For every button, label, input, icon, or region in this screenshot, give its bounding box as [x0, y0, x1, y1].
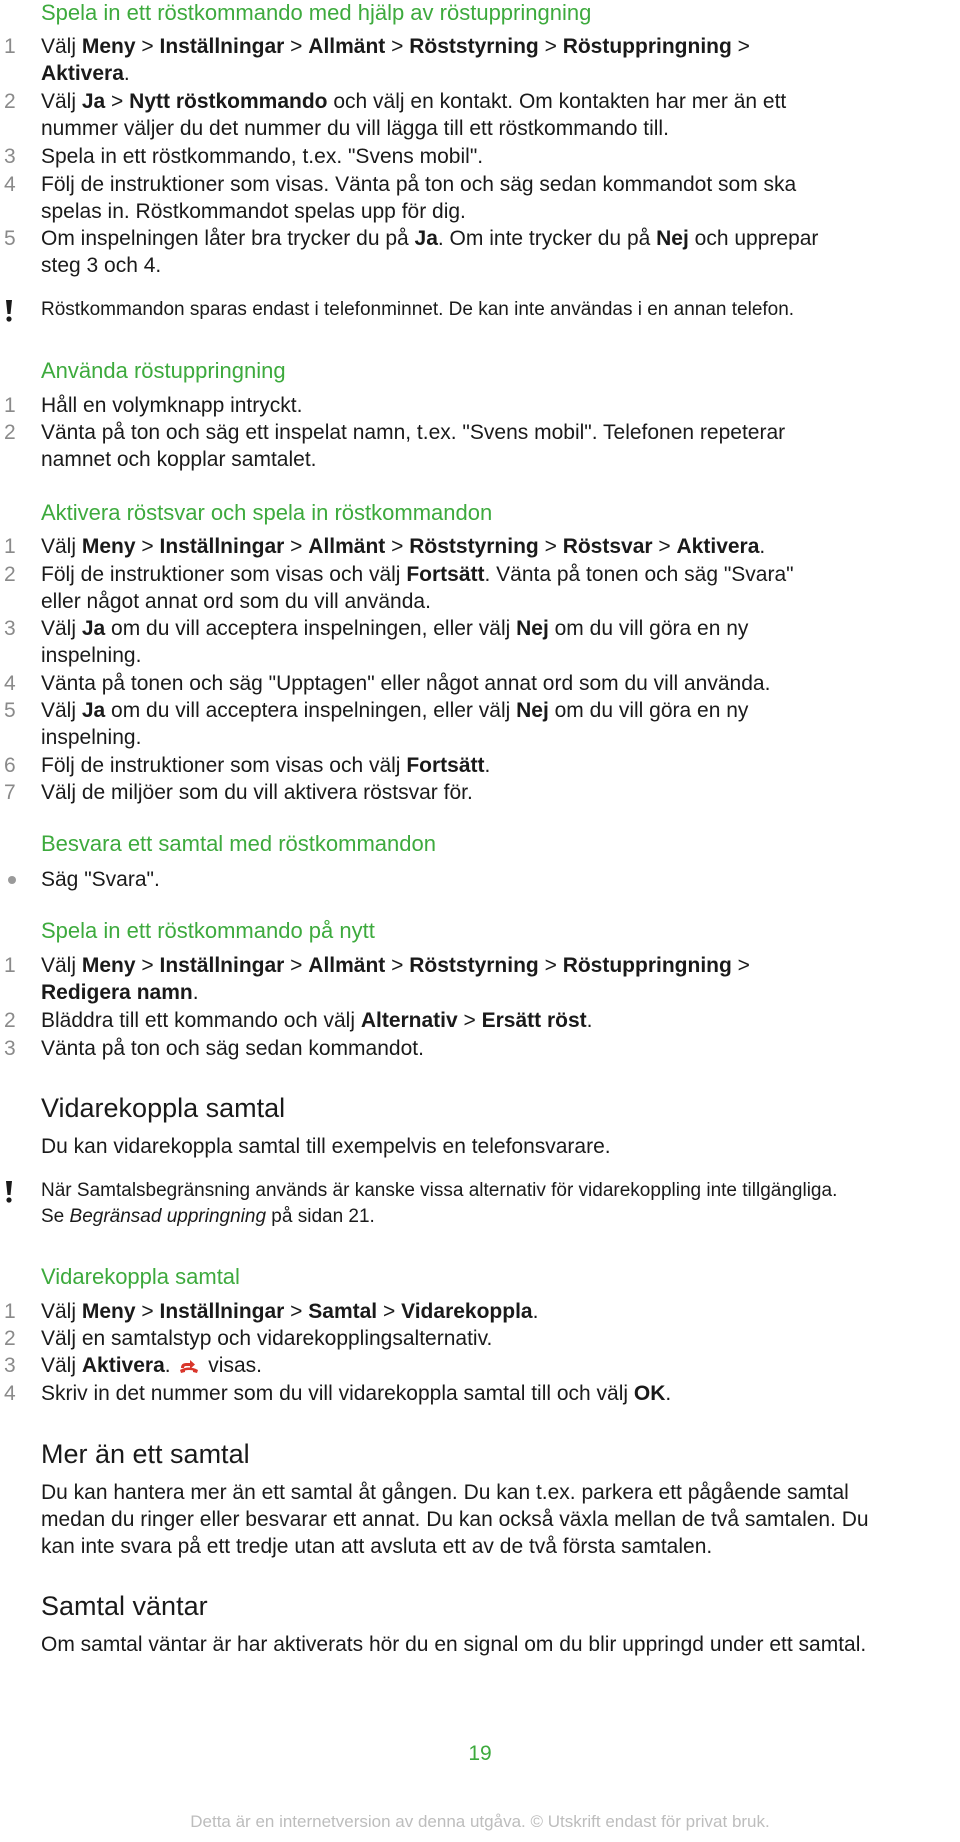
section-heading-record-voice-command: Spela in ett röstkommando med hjälp av röstuppringning [41, 0, 592, 25]
section-heading-forward-calls: Vidarekoppla samtal [41, 1264, 240, 1289]
step-text: Spela in ett röstkommando, t.ex. "Svens mobil". [41, 145, 484, 168]
step-text: Välj en samtalstyp och vidarekopplingsalternativ. [41, 1327, 493, 1350]
step-text: Håll en volymknapp intryckt. [41, 394, 303, 417]
step-number: 2 [4, 1009, 16, 1032]
section-heading-use-voice-dialing: Använda röstuppringning [41, 358, 286, 383]
step-text: Bläddra till ett kommando och välj Alternativ > Ersätt röst. [41, 1009, 593, 1032]
section-heading-rerecord: Spela in ett röstkommando på nytt [41, 918, 375, 943]
page-section-title-multiple-calls: Mer än ett samtal [41, 1439, 250, 1469]
step-text: Välj de miljöer som du vill aktivera röstsvar för. [41, 781, 473, 804]
step-number: 3 [4, 1354, 16, 1377]
step-text: Välj Ja om du vill acceptera inspelningen, eller välj Nej om du vill göra en ny inspelning. [41, 699, 749, 749]
step-text: Välj Meny > Inställningar > Allmänt > Röststyrning > Röstuppringning > Aktivera. [41, 35, 750, 85]
step-number: 3 [4, 145, 16, 168]
step-text: Välj Aktivera. visas. [41, 1354, 262, 1377]
step-number: 2 [4, 421, 16, 444]
step-number: 6 [4, 754, 16, 777]
step-text: Vänta på ton och säg ett inspelat namn, t.ex. "Svens mobil". Telefonen repeterar namnet och kopplar samtalet. [41, 421, 786, 471]
step-text: Vänta på ton och säg sedan kommandot. [41, 1037, 424, 1060]
step-text: Om inspelningen låter bra trycker du på Ja. Om inte trycker du på Nej och upprepar steg 3 och 4. [41, 227, 819, 277]
exclamation-icon [2, 299, 16, 323]
step-number: 7 [4, 781, 16, 804]
step-number: 5 [4, 227, 16, 250]
step-text: Välj Meny > Inställningar > Allmänt > Röststyrning > Röstsvar > Aktivera. [41, 535, 766, 558]
step-number: 2 [4, 90, 16, 113]
step-text: Välj Ja om du vill acceptera inspelningen, eller välj Nej om du vill göra en ny inspelning. [41, 617, 749, 667]
footer-disclaimer: Detta är en internetversion av denna utgåva. © Utskrift endast för privat bruk. [190, 1812, 770, 1831]
note-text: Röstkommandon sparas endast i telefonminnet. De kan inte användas i en annan telefon. [41, 299, 795, 320]
step-text: Följ de instruktioner som visas och välj Fortsätt. Vänta på tonen och säg "Svara" eller något annat ord som du vill använda. [41, 563, 794, 613]
step-text: Följ de instruktioner som visas och välj Fortsätt. [41, 754, 491, 777]
call-forward-icon [178, 1355, 200, 1375]
page-section-title-call-forwarding: Vidarekoppla samtal [41, 1093, 286, 1123]
section-heading-voice-answer: Aktivera röstsvar och spela in röstkommandon [41, 500, 493, 525]
step-text: Välj Meny > Inställningar > Samtal > Vidarekoppla. [41, 1300, 539, 1323]
step-number: 2 [4, 563, 16, 586]
page-number: 19 [468, 1742, 492, 1765]
step-number: 1 [4, 35, 16, 58]
step-text: Följ de instruktioner som visas. Vänta på ton och säg sedan kommandot som ska spelas in. Röstkommandot spelas upp för dig. [41, 173, 797, 223]
step-number: 2 [4, 1327, 16, 1350]
step-text: Vänta på tonen och säg "Upptagen" eller något annat ord som du vill använda. [41, 672, 771, 695]
step-number: 5 [4, 699, 16, 722]
step-number: 1 [4, 954, 16, 977]
step-number: 3 [4, 1037, 16, 1060]
paragraph: Du kan hantera mer än ett samtal åt gången. Du kan t.ex. parkera ett pågående samtal medan du ringer eller besvarar ett annat. Du kan också växla mellan de två samtalen. Du kan inte svara på ett tredje utan att avsluta ett av de två första samtalen. [41, 1481, 869, 1558]
step-number: 1 [4, 535, 16, 558]
section-heading-answer-with-voice: Besvara ett samtal med röstkommandon [41, 831, 436, 856]
bullet-dot [8, 876, 16, 884]
bullet-text: Säg "Svara". [41, 868, 160, 891]
step-number: 4 [4, 173, 16, 196]
paragraph: Du kan vidarekoppla samtal till exempelvis en telefonsvarare. [41, 1135, 611, 1158]
step-number: 4 [4, 1382, 16, 1405]
step-text: Välj Meny > Inställningar > Allmänt > Röststyrning > Röstuppringning > Redigera namn. [41, 954, 750, 1004]
step-text: Skriv in det nummer som du vill vidarekoppla samtal till och välj OK. [41, 1382, 672, 1405]
note-text: När Samtalsbegränsning används är kanske vissa alternativ för vidarekoppling inte tillgängliga. Se Begränsad uppringning på sidan 21. [41, 1180, 838, 1227]
step-number: 4 [4, 672, 16, 695]
step-text: Välj Ja > Nytt röstkommando och välj en kontakt. Om kontakten har mer än ett nummer väljer du det nummer du vill lägga till ett röstkommando till. [41, 90, 787, 140]
paragraph: Om samtal väntar är har aktiverats hör du en signal om du blir uppringd under ett samtal. [41, 1633, 867, 1656]
step-number: 1 [4, 1300, 16, 1323]
step-number: 1 [4, 394, 16, 417]
step-number: 3 [4, 617, 16, 640]
page-section-title-call-waiting: Samtal väntar [41, 1591, 208, 1621]
exclamation-icon [2, 1180, 16, 1204]
